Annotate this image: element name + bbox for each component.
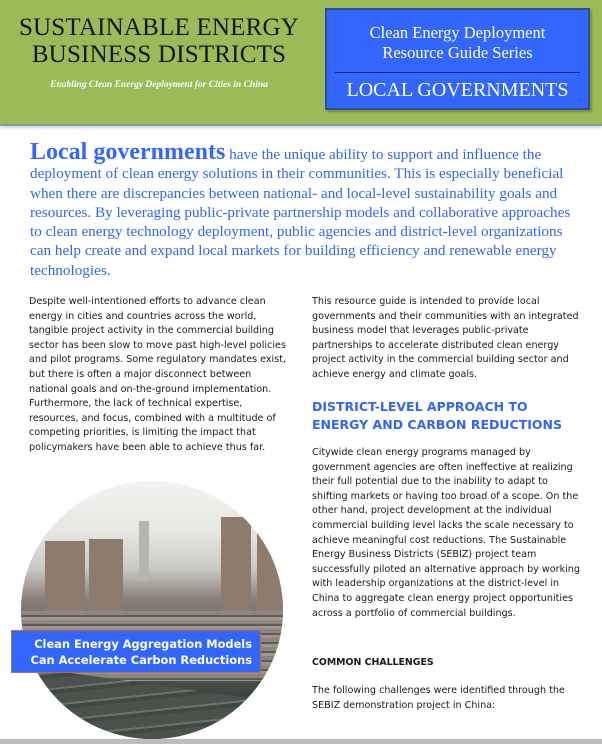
lead-text: have the unique ability to support and influence the deployment of clean energy solutions in their communities. This is especially beneficial when there are discrepancies between national- and local-level sustainability goals and resources. By leveraging public-private partnership models and collaborative approaches to clean energy technology deployment, public agencies and district-level organizations can help create and expand local markets for building efficiency and renewable energy technologies.	[30, 146, 571, 279]
right-column-body	[312, 446, 584, 621]
lead-emphasis: Local governments	[30, 139, 226, 165]
document-title	[0, 14, 318, 68]
page-bottom-edge	[0, 739, 602, 744]
tower	[45, 541, 85, 621]
series-divider	[335, 72, 580, 73]
tagline: Enabling Clean Energy Deployment for Cities in China	[50, 80, 268, 90]
right-column-challenges	[312, 684, 584, 713]
tower	[221, 517, 251, 617]
section-heading-line-2: ENERGY AND CARBON REDUCTIONS	[312, 417, 562, 432]
tower	[257, 525, 283, 619]
lead-paragraph	[30, 139, 575, 280]
caption-line-2: Can Accelerate Carbon Reductions	[30, 653, 252, 667]
common-challenges-heading: COMMON CHALLENGES	[312, 657, 434, 668]
series-box	[325, 8, 590, 110]
title-line-1: SUSTAINABLE ENERGY	[18, 14, 300, 41]
section-heading	[312, 398, 582, 434]
city-photo	[21, 481, 283, 739]
tower	[89, 539, 123, 619]
left-column	[29, 295, 287, 456]
challenges-intro: The following challenges were identified through the SEBIZ demonstration project in China:	[312, 685, 565, 711]
title-line-2: BUSINESS DISTRICTS	[31, 41, 287, 68]
series-audience: LOCAL GOVERNMENTS	[346, 79, 569, 101]
photo-caption	[11, 630, 261, 673]
body-paragraph: Citywide clean energy programs managed by government agencies are often ineffective at realizing their full potential due to the inability to adapt to shifting markets or having too broad of a scope. On the other hand, project development at the individual commercial building level lacks the scale necessary to achieve meaningful cost reductions. The Sustainable Energy Business Districts (SEBIZ) project team successfully piloted an alternative approach by working with leadership organizations at the district-level in China to aggregate clean energy project opportunities across a portfolio of commercial buildings.	[312, 447, 580, 619]
caption-line-1: Clean Energy Aggregation Models	[34, 637, 252, 651]
series-title-line-2: Resource Guide Series	[382, 43, 533, 62]
intro-paragraph: This resource guide is intended to provide local governments and their communities with an integrated business model that leverages public-private partnerships to accelerate distributed clean energy project activity in the commercial building sector and achieve energy and climate goals.	[312, 296, 579, 380]
header-banner	[0, 0, 602, 126]
far-tower	[139, 521, 149, 581]
series-title-line-1: Clean Energy Deployment	[369, 23, 546, 42]
section-heading-line-1: DISTRICT-LEVEL APPROACH TO	[312, 399, 528, 414]
left-paragraph: Despite well-intentioned efforts to advance clean energy in cities and countries across the world, tangible project activity in the commercial building sector has been slow to move past high-level policies and pilot programs. Some regulatory mandates exist, but there is often a major disconnect between national goals and on-the-ground implementation. Furthermore, the lack of technical expertise, resources, and focus, combined with a multitude of competing priorities, is limiting the impact that policymakers have been able to achieve thus far.	[29, 296, 287, 453]
right-column-intro	[312, 295, 582, 383]
